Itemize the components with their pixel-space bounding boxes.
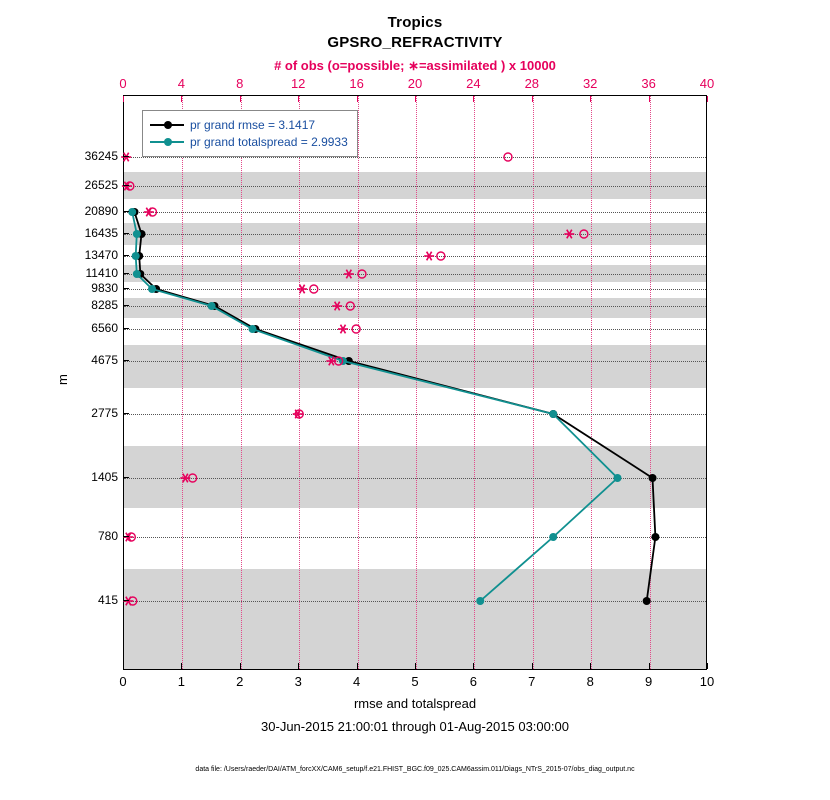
- y-axis-tick-label: 4675: [91, 353, 118, 367]
- x-axis-tick-label: 3: [294, 674, 302, 689]
- obs-possible-marker: [580, 230, 588, 238]
- y-axis-tick: [123, 477, 129, 478]
- y-axis-tick: [123, 255, 129, 256]
- y-axis-tick: [123, 156, 129, 157]
- top-axis-tick: [532, 96, 533, 102]
- legend-label-rmse: pr grand rmse = 3.1417: [190, 117, 316, 132]
- y-axis-tick-label: 415: [97, 593, 118, 607]
- y-axis-tick: [123, 288, 129, 289]
- top-axis-title: # of obs (o=possible; ∗=assimilated ) x 10000: [274, 58, 556, 73]
- y-axis-tick-label: 2775: [91, 406, 118, 420]
- x-axis-label: rmse and totalspread: [353, 696, 477, 711]
- series-point: [651, 533, 659, 541]
- top-axis-tick-label: 12: [290, 76, 306, 91]
- top-axis-tick-label: 4: [177, 76, 186, 91]
- series-point: [643, 597, 651, 605]
- obs-assimilated-marker: [564, 230, 574, 239]
- obs-possible-marker: [358, 270, 366, 278]
- x-axis-tick: [240, 663, 241, 669]
- x-axis-tick: [415, 663, 416, 669]
- y-axis-tick-label: 13470: [84, 248, 118, 262]
- series-point: [208, 302, 216, 310]
- obs-assimilated-marker: [424, 252, 434, 261]
- legend-item-totalspread: [150, 133, 348, 150]
- y-axis-tick: [123, 211, 129, 212]
- y-axis-tick: [123, 273, 129, 274]
- series-layer: [124, 96, 708, 671]
- x-axis-tick: [123, 663, 124, 669]
- obs-assimilated-marker: [297, 285, 307, 294]
- x-axis-tick: [707, 663, 708, 669]
- series-point: [133, 230, 141, 238]
- obs-assimilated-marker: [121, 153, 131, 162]
- y-axis-tick: [123, 233, 129, 234]
- y-axis-tick: [123, 536, 129, 537]
- x-axis-tick-label: 9: [644, 674, 653, 689]
- y-axis-tick-label: 20890: [84, 204, 118, 218]
- legend-line-totalspread: [150, 136, 184, 148]
- top-axis-tick: [298, 96, 299, 102]
- top-axis-tick: [123, 96, 124, 102]
- top-axis-tick: [181, 96, 182, 102]
- date-range-label: 30-Jun-2015 21:00:01 through 01-Aug-2015 03:00:00: [261, 719, 569, 734]
- plot-area: [123, 95, 707, 670]
- x-axis-tick-label: 8: [586, 674, 594, 689]
- obs-assimilated-marker: [180, 474, 190, 483]
- legend: [142, 110, 358, 157]
- y-axis-tick-label: 1405: [91, 470, 118, 484]
- top-axis-tick-label: 16: [349, 76, 364, 91]
- top-axis-tick-label: 32: [582, 76, 598, 91]
- x-axis-tick-label: 2: [236, 674, 244, 689]
- x-axis-tick: [532, 663, 533, 669]
- top-axis-tick-label: 0: [119, 76, 127, 91]
- x-axis-tick-label: 7: [528, 674, 536, 689]
- y-axis-label: m: [55, 374, 70, 385]
- top-axis-tick: [415, 96, 416, 102]
- x-axis-tick-label: 0: [119, 674, 127, 689]
- top-axis-tick-label: 8: [236, 76, 244, 91]
- series-point: [133, 270, 141, 278]
- obs-assimilated-marker: [144, 208, 154, 217]
- obs-assimilated-marker: [123, 597, 133, 606]
- y-axis-tick: [123, 305, 129, 306]
- x-axis-tick-label: 1: [177, 674, 186, 689]
- chart-region-title: Tropics: [387, 14, 443, 31]
- x-axis-tick-label: 6: [469, 674, 478, 689]
- x-axis-tick-label: 4: [352, 674, 361, 689]
- y-axis-tick: [123, 413, 129, 414]
- y-axis-tick: [123, 185, 129, 186]
- series-point: [148, 285, 156, 293]
- series-point: [128, 208, 136, 216]
- y-axis-tick-label: 6560: [91, 321, 118, 335]
- x-axis-tick-label: 5: [411, 674, 419, 689]
- y-axis-tick-label: 11410: [85, 266, 118, 280]
- x-axis-tick: [181, 663, 182, 669]
- series-point: [132, 252, 140, 260]
- y-axis-tick: [123, 600, 129, 601]
- series-point: [549, 410, 557, 418]
- obs-assimilated-marker: [344, 270, 354, 279]
- top-axis-tick-label: 28: [524, 76, 540, 91]
- top-axis-tick: [590, 96, 591, 102]
- y-axis-tick-label: 9830: [91, 281, 118, 295]
- data-file-label: data file: /Users/raeder/DAI/ATM_forcXX/CAM6_setup/f.e21.FHIST_BGC.f09_025.CAM6assim.011/Diags_NTrS_2015-07/obs_diag_output.nc: [195, 766, 635, 773]
- y-axis-tick-label: 780: [97, 529, 118, 543]
- obs-possible-marker: [352, 325, 360, 333]
- legend-item-rmse: [150, 116, 348, 133]
- top-axis-tick-label: 24: [466, 76, 481, 91]
- x-axis-tick: [298, 663, 299, 669]
- top-axis-tick-label: 20: [407, 76, 423, 91]
- x-axis-tick: [473, 663, 474, 669]
- y-axis-tick-label: 16435: [84, 226, 118, 240]
- obs-possible-marker: [310, 285, 318, 293]
- legend-label-totalspread: pr grand totalspread = 2.9933: [190, 134, 348, 149]
- x-axis-tick-label: 10: [699, 674, 715, 689]
- y-axis-tick: [123, 360, 129, 361]
- series-point: [248, 325, 256, 333]
- x-axis-tick: [357, 663, 358, 669]
- obs-possible-marker: [437, 252, 445, 260]
- series-line: [132, 212, 617, 601]
- y-axis-tick-label: 26525: [84, 178, 118, 192]
- obs-assimilated-marker: [338, 325, 348, 334]
- series-line: [135, 212, 656, 601]
- x-axis-tick: [649, 663, 650, 669]
- top-axis-tick-label: 36: [641, 76, 656, 91]
- y-axis-tick-label: 36245: [84, 149, 118, 163]
- y-axis-tick-label: 8285: [91, 298, 118, 312]
- top-axis-tick: [357, 96, 358, 102]
- obs-possible-marker: [504, 153, 512, 161]
- top-axis-tick: [240, 96, 241, 102]
- top-axis-tick: [707, 96, 708, 102]
- obs-assimilated-marker: [332, 302, 342, 311]
- series-point: [613, 474, 621, 482]
- top-axis-tick: [649, 96, 650, 102]
- series-point: [549, 533, 557, 541]
- top-axis-tick: [473, 96, 474, 102]
- chart-variable-title: GPSRO_REFRACTIVITY: [327, 34, 503, 51]
- y-axis-tick: [123, 328, 129, 329]
- legend-line-rmse: [150, 119, 184, 131]
- x-axis-tick: [590, 663, 591, 669]
- top-axis-tick-label: 40: [699, 76, 715, 91]
- obs-possible-marker: [346, 302, 354, 310]
- series-point: [649, 474, 657, 482]
- series-point: [476, 597, 484, 605]
